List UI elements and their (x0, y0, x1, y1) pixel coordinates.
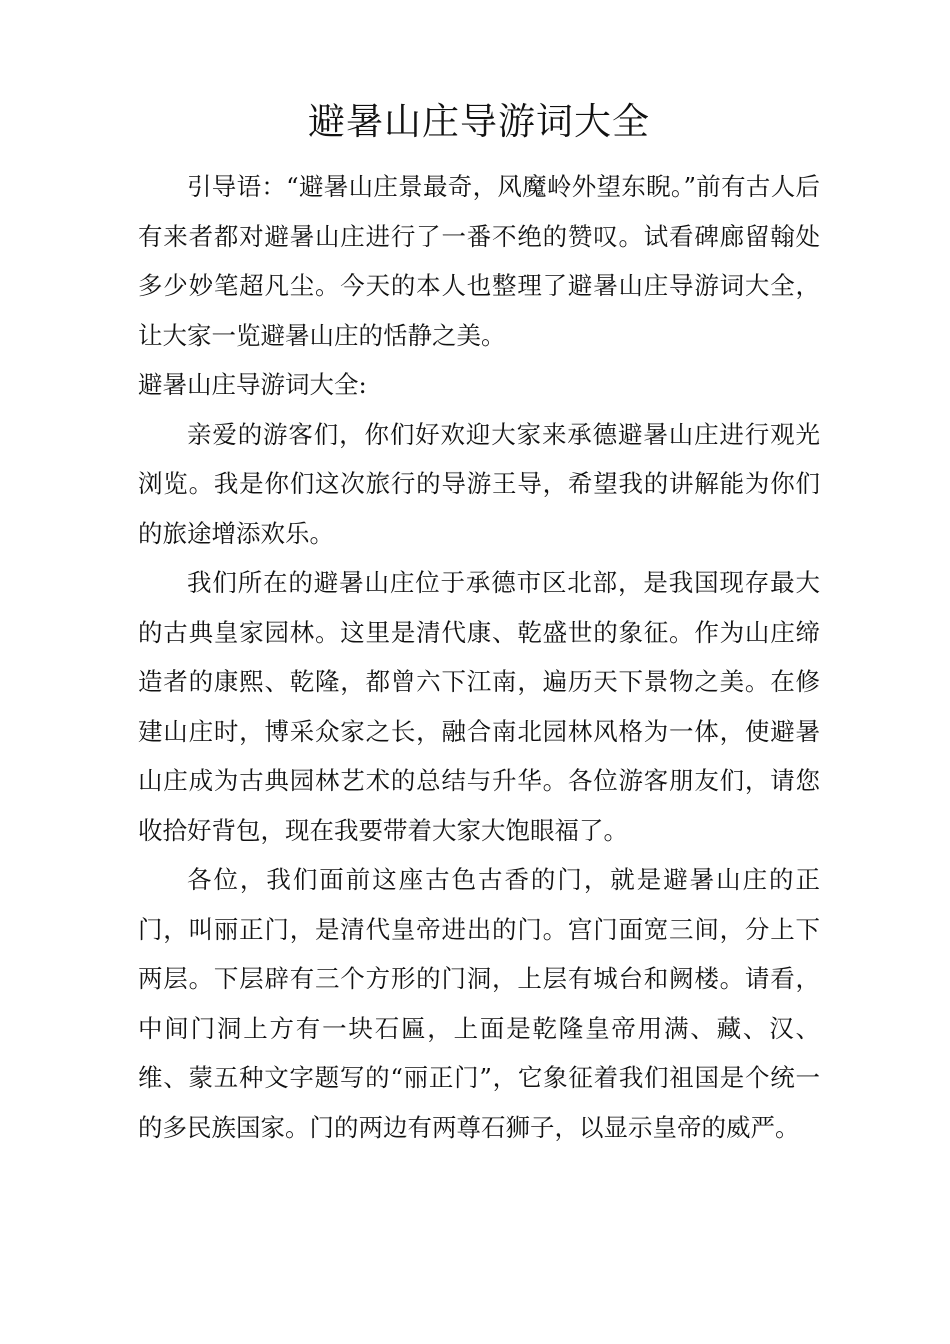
gate-paragraph: 各位，我们面前这座古色古香的门，就是避暑山庄的正门，叫丽正门，是清代皇帝进出的门。宫门面宽三间，分上下两层。下层辟有三个方形的门洞，上层有城台和阙楼。请看，中间门洞上方有一块石匾，上面是乾隆皇帝用满、藏、汉、维、蒙五种文字题写的“丽正门”，它象征着我们祖国是个统一的多民族国家。门的两边有两尊石狮子，以显示皇帝的威严。 (138, 865, 820, 1142)
section-heading: 避暑山庄导游词大全: (138, 370, 367, 399)
document-title: 避暑山庄导游词大全 (308, 100, 650, 143)
intro-paragraph: 引导语：“避暑山庄景最奇，风魔岭外望东睨。”前有古人后有来者都对避暑山庄进行了一番不绝的赞叹。试看碑廊留翰处多少妙笔超凡尘。今天的本人也整理了避暑山庄导游词大全，让大家一览避暑山庄的恬静之美。 (138, 172, 820, 350)
greeting-paragraph: 亲爱的游客们，你们好欢迎大家来承德避暑山庄进行观光浏览。我是你们这次旅行的导游王导，希望我的讲解能为你们的旅途增添欢乐。 (138, 419, 820, 548)
location-paragraph: 我们所在的避暑山庄位于承德市区北部，是我国现存最大的古典皇家园林。这里是清代康、乾盛世的象征。作为山庄缔造者的康熙、乾隆，都曾六下江南，遍历天下景物之美。在修建山庄时，博采众家之长，融合南北园林风格为一体，使避暑山庄成为古典园林艺术的总结与升华。各位游客朋友们，请您收拾好背包，现在我要带着大家大饱眼福了。 (138, 568, 820, 845)
